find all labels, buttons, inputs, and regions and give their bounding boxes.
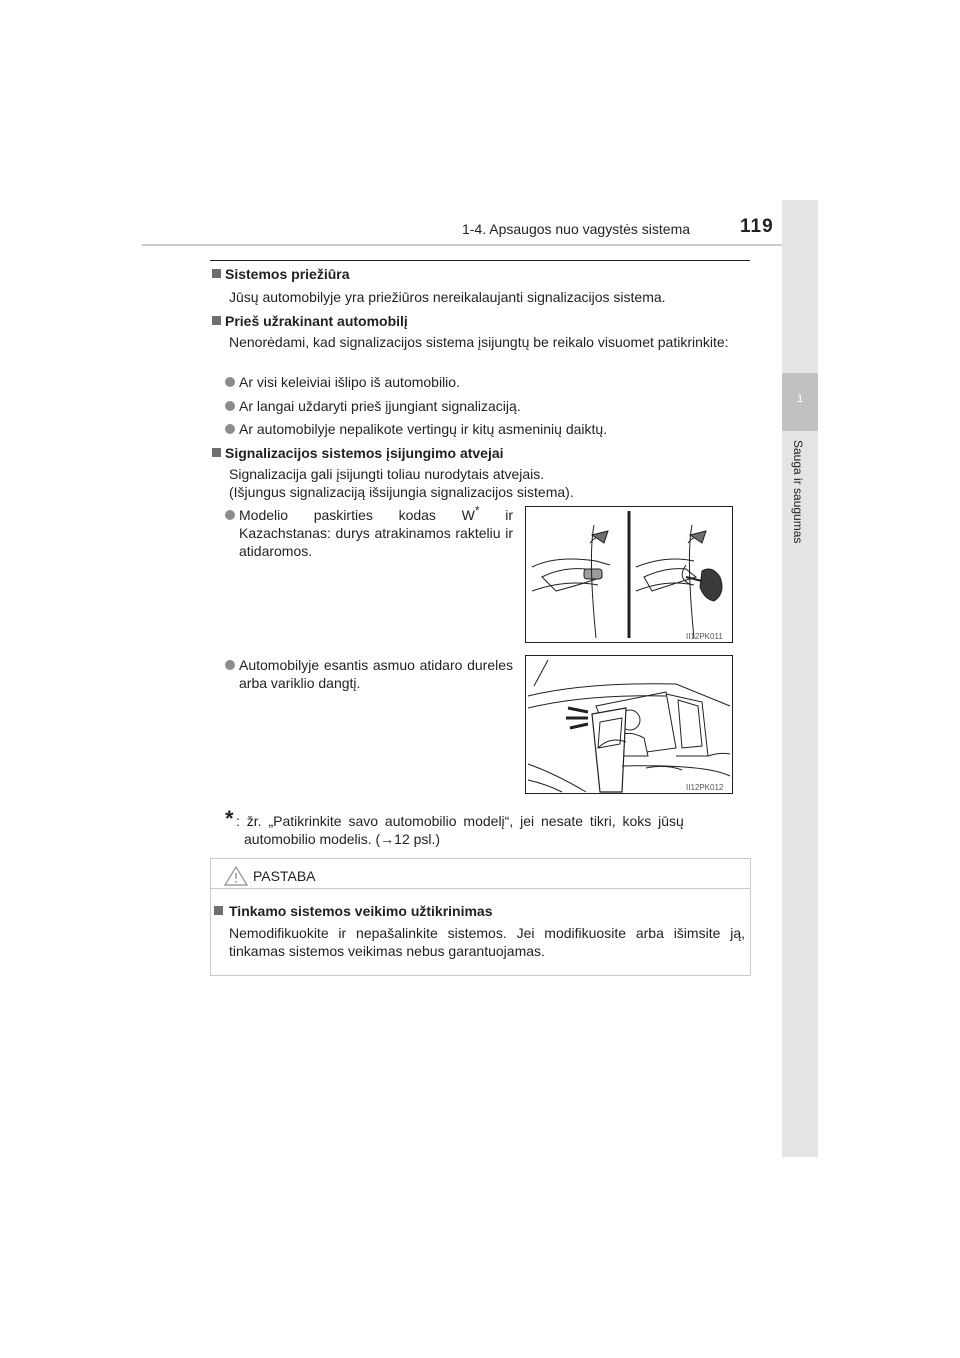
section-body-triggering-2: (Išjungus signalizaciją išsijungia signalizacijos sistema).	[229, 484, 574, 500]
bullet-dot-icon	[225, 401, 235, 411]
list-item: Automobilyje esantis asmuo atidaro dureles arba variklio dangtį.	[239, 657, 513, 691]
bullet-dot-icon	[225, 510, 235, 520]
bullet-dot-icon	[225, 660, 235, 670]
header-divider	[142, 244, 818, 246]
footnote-line-2: automobilio modelis. (→12 psl.)	[244, 831, 441, 847]
footnote-line-1: : žr. „Patikrinkite savo automobilio modelį“, jei nesate tikri, koks jūsų	[236, 813, 684, 829]
warning-icon	[224, 866, 248, 886]
side-tab	[782, 200, 818, 1157]
section-square-icon	[212, 316, 221, 325]
figure-key-unlock	[525, 506, 733, 643]
figure-door-open	[525, 655, 733, 794]
section-body-maintenance: Jūsų automobilyje yra priežiūros nereikalaujanti signalizacijos sistema.	[229, 289, 666, 305]
list-item	[239, 503, 513, 560]
list-item-text: Modelio paskirties kodas W	[239, 507, 475, 523]
section-heading-before-locking: Prieš užrakinant automobilį	[225, 313, 408, 329]
side-tab-number: 1	[796, 393, 804, 405]
section-body-before-locking: Nenorėdami, kad signalizacijos sistema įsijungtų be reikalo visuomet patikrinkite:	[229, 334, 729, 350]
figure-code: II12PK012	[686, 783, 724, 792]
list-item: Ar langai uždaryti prieš įjungiant signalizaciją.	[239, 398, 521, 414]
notice-label: PASTABA	[253, 868, 316, 884]
content-top-rule	[210, 260, 750, 261]
footnote-star: *	[474, 503, 480, 518]
section-body-triggering-1: Signalizacija gali įsijungti toliau nurodytais atvejais.	[229, 466, 545, 482]
page-number: 119	[740, 216, 774, 237]
list-item-text: ir Kazachstanas: durys atrakinamos rakteliu ir atidaromos.	[239, 507, 513, 559]
footnote-star: *	[225, 806, 234, 831]
list-item: Ar visi keleiviai išlipo iš automobilio.	[239, 374, 460, 390]
notice-heading: Tinkamo sistemos veikimo užtikrinimas	[229, 903, 493, 919]
section-heading-triggering: Signalizacijos sistemos įsijungimo atvejai	[225, 445, 504, 461]
notice-body: Nemodifikuokite ir nepašalinkite sistemos. Jei modifikuosite arba išimsite ją, tinkamas sistemos veikimas nebus garantuojamas.	[229, 925, 745, 959]
notice-divider	[210, 888, 750, 889]
section-square-icon	[212, 448, 221, 457]
door-handle-key-illustration	[526, 507, 732, 642]
bullet-dot-icon	[225, 377, 235, 387]
person-opening-door-illustration	[526, 656, 732, 793]
figure-code: II12PK011	[686, 632, 723, 641]
section-title: 1-4. Apsaugos nuo vagystės sistema	[462, 221, 691, 237]
side-tab-label: Sauga ir saugumas	[791, 440, 805, 544]
section-square-icon	[212, 269, 221, 278]
bullet-dot-icon	[225, 424, 235, 434]
list-item: Ar automobilyje nepalikote vertingų ir kitų asmeninių daiktų.	[239, 421, 608, 437]
section-square-icon	[214, 906, 223, 915]
section-heading-maintenance: Sistemos priežiūra	[225, 266, 350, 282]
